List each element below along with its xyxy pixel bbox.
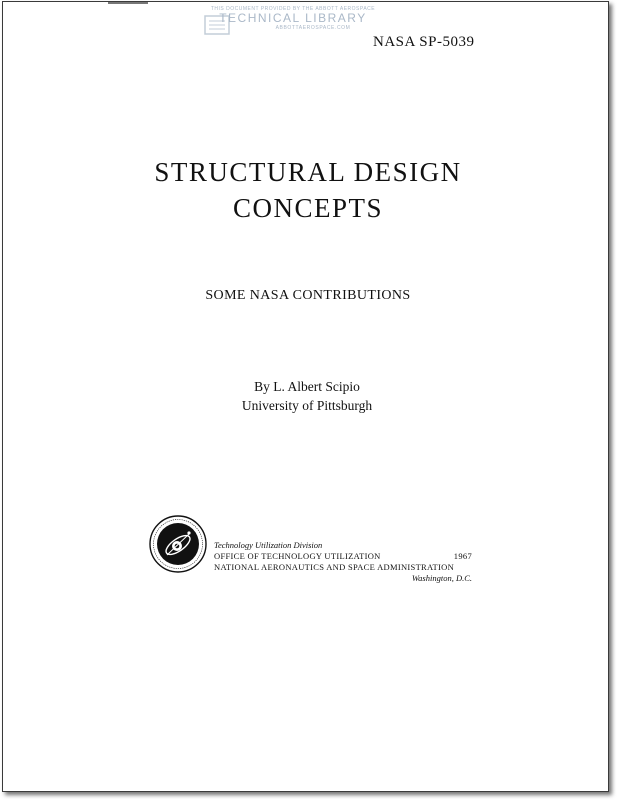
document-subtitle: SOME NASA CONTRIBUTIONS — [205, 288, 411, 303]
library-logo-icon — [203, 12, 233, 38]
author-block — [3, 377, 611, 415]
author-byline: By L. Albert Scipio — [254, 379, 360, 394]
publisher-imprint — [214, 539, 472, 584]
division-name: Technology Utilization Division — [214, 540, 323, 550]
agency-name: NATIONAL AERONAUTICS AND SPACE ADMINISTRATION — [214, 562, 455, 572]
author-affiliation: University of Pittsburgh — [241, 398, 373, 413]
library-watermark — [203, 6, 383, 40]
report-number: NASA SP-5039 — [373, 34, 475, 50]
document-title — [3, 154, 613, 226]
scan-edge-mark — [108, 2, 148, 4]
title-line: CONCEPTS — [232, 193, 384, 223]
title-line: STRUCTURAL DESIGN — [154, 157, 462, 187]
publication-place: Washington, D.C. — [411, 573, 472, 583]
watermark-title: TECHNICAL LIBRARY — [219, 11, 367, 25]
office-row — [214, 551, 472, 562]
watermark-url: ABBOTTAEROSPACE.COM — [275, 25, 351, 31]
office-name: OFFICE OF TECHNOLOGY UTILIZATION — [214, 551, 381, 561]
document-page — [2, 1, 609, 792]
nasa-seal-icon — [149, 515, 207, 573]
watermark-provider: THIS DOCUMENT PROVIDED BY THE ABBOTT AEROSPACE — [210, 6, 376, 12]
publication-year: 1967 — [453, 551, 472, 561]
